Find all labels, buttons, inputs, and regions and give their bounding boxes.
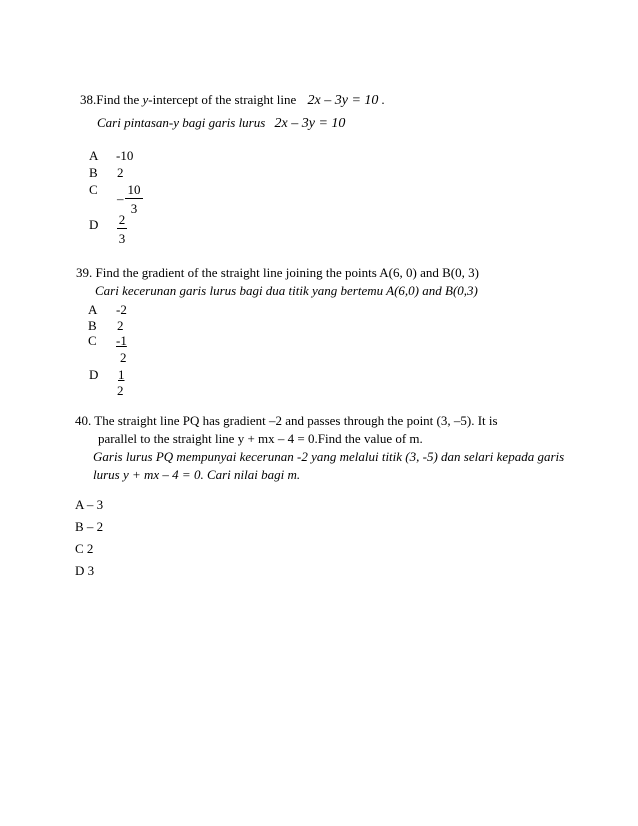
q39-option-a-letter: A (88, 302, 98, 317)
q38-option-c-numerator: 10 (127, 182, 141, 197)
q38-option-a-value: -10 (116, 148, 134, 163)
q38-translation-eq: 2x – 3y = 10 (274, 116, 346, 131)
q38-option-c-denominator: 3 (130, 201, 138, 216)
q40-line1: The straight line PQ has gradient –2 and passes through the point (3, –5). It is (94, 413, 498, 428)
q38-translation-text: Cari pintasan-y bagi garis lurus (97, 115, 266, 130)
q39-option-c-denominator: 2 (120, 350, 127, 365)
q38-option-c-letter: C (89, 182, 98, 197)
q38-option-d-fraction-bar (117, 228, 127, 229)
q38-option-d-letter: D (89, 217, 99, 232)
q39-number: 39. (76, 265, 93, 280)
q39-option-b-value: 2 (117, 318, 124, 333)
q38-number: 38. (80, 92, 97, 107)
q38-period: . (381, 92, 385, 107)
q39-option-b-letter: B (88, 318, 97, 333)
q39-stem (76, 266, 479, 279)
q38-stem (80, 93, 385, 108)
q40-option-a: A – 3 (75, 497, 104, 512)
q40-number: 40. (75, 413, 92, 428)
q40-line2: parallel to the straight line y + mx – 4 = 0.Find the value of m. (98, 431, 423, 446)
q39-text: Find the gradient of the straight line joining the points A(6, 0) and B(0, 3) (95, 265, 479, 280)
q38-option-c-fraction (125, 183, 143, 215)
q38-option-c-fraction-bar (125, 198, 143, 199)
q40-option-c: C 2 (75, 541, 94, 556)
q40-option-b: B – 2 (75, 519, 104, 534)
q38-translation (97, 116, 345, 131)
q39-translation: Cari kecerunan garis lurus bagi dua titik yang bertemu A(6,0) and B(0,3) (95, 283, 478, 298)
q39-option-c-numerator: -1 (116, 333, 127, 348)
q39-option-a-value: -2 (116, 302, 127, 317)
q40-option-d: D 3 (75, 563, 95, 578)
q38-text-pre: Find the (96, 92, 143, 107)
q40-translation2: lurus y + mx – 4 = 0. Cari nilai bagi m. (93, 467, 301, 482)
q39-option-d-denominator: 2 (117, 383, 124, 398)
q40-stem (75, 414, 498, 427)
q38-option-d-denominator: 3 (118, 231, 126, 246)
q38-equation: 2x – 3y = 10 (307, 93, 379, 108)
q38-option-d-fraction (117, 213, 127, 245)
q38-option-d-numerator: 2 (118, 212, 126, 227)
q39-option-d-numerator: 1 (118, 367, 125, 382)
q39-option-d-letter: D (89, 367, 99, 382)
q40-translation1: Garis lurus PQ mempunyai kecerunan -2 yang melalui titik (3, -5) dan selari kepada garis (93, 449, 565, 464)
q39-option-c-letter: C (88, 333, 97, 348)
q38-option-a-letter: A (89, 148, 99, 163)
q38-text-mid: -intercept of the straight line (148, 92, 297, 107)
q38-option-b-value: 2 (117, 165, 124, 180)
q38-option-c-sign: – (117, 191, 124, 206)
q38-text-y: y (142, 92, 149, 107)
q38-option-b-letter: B (89, 165, 98, 180)
